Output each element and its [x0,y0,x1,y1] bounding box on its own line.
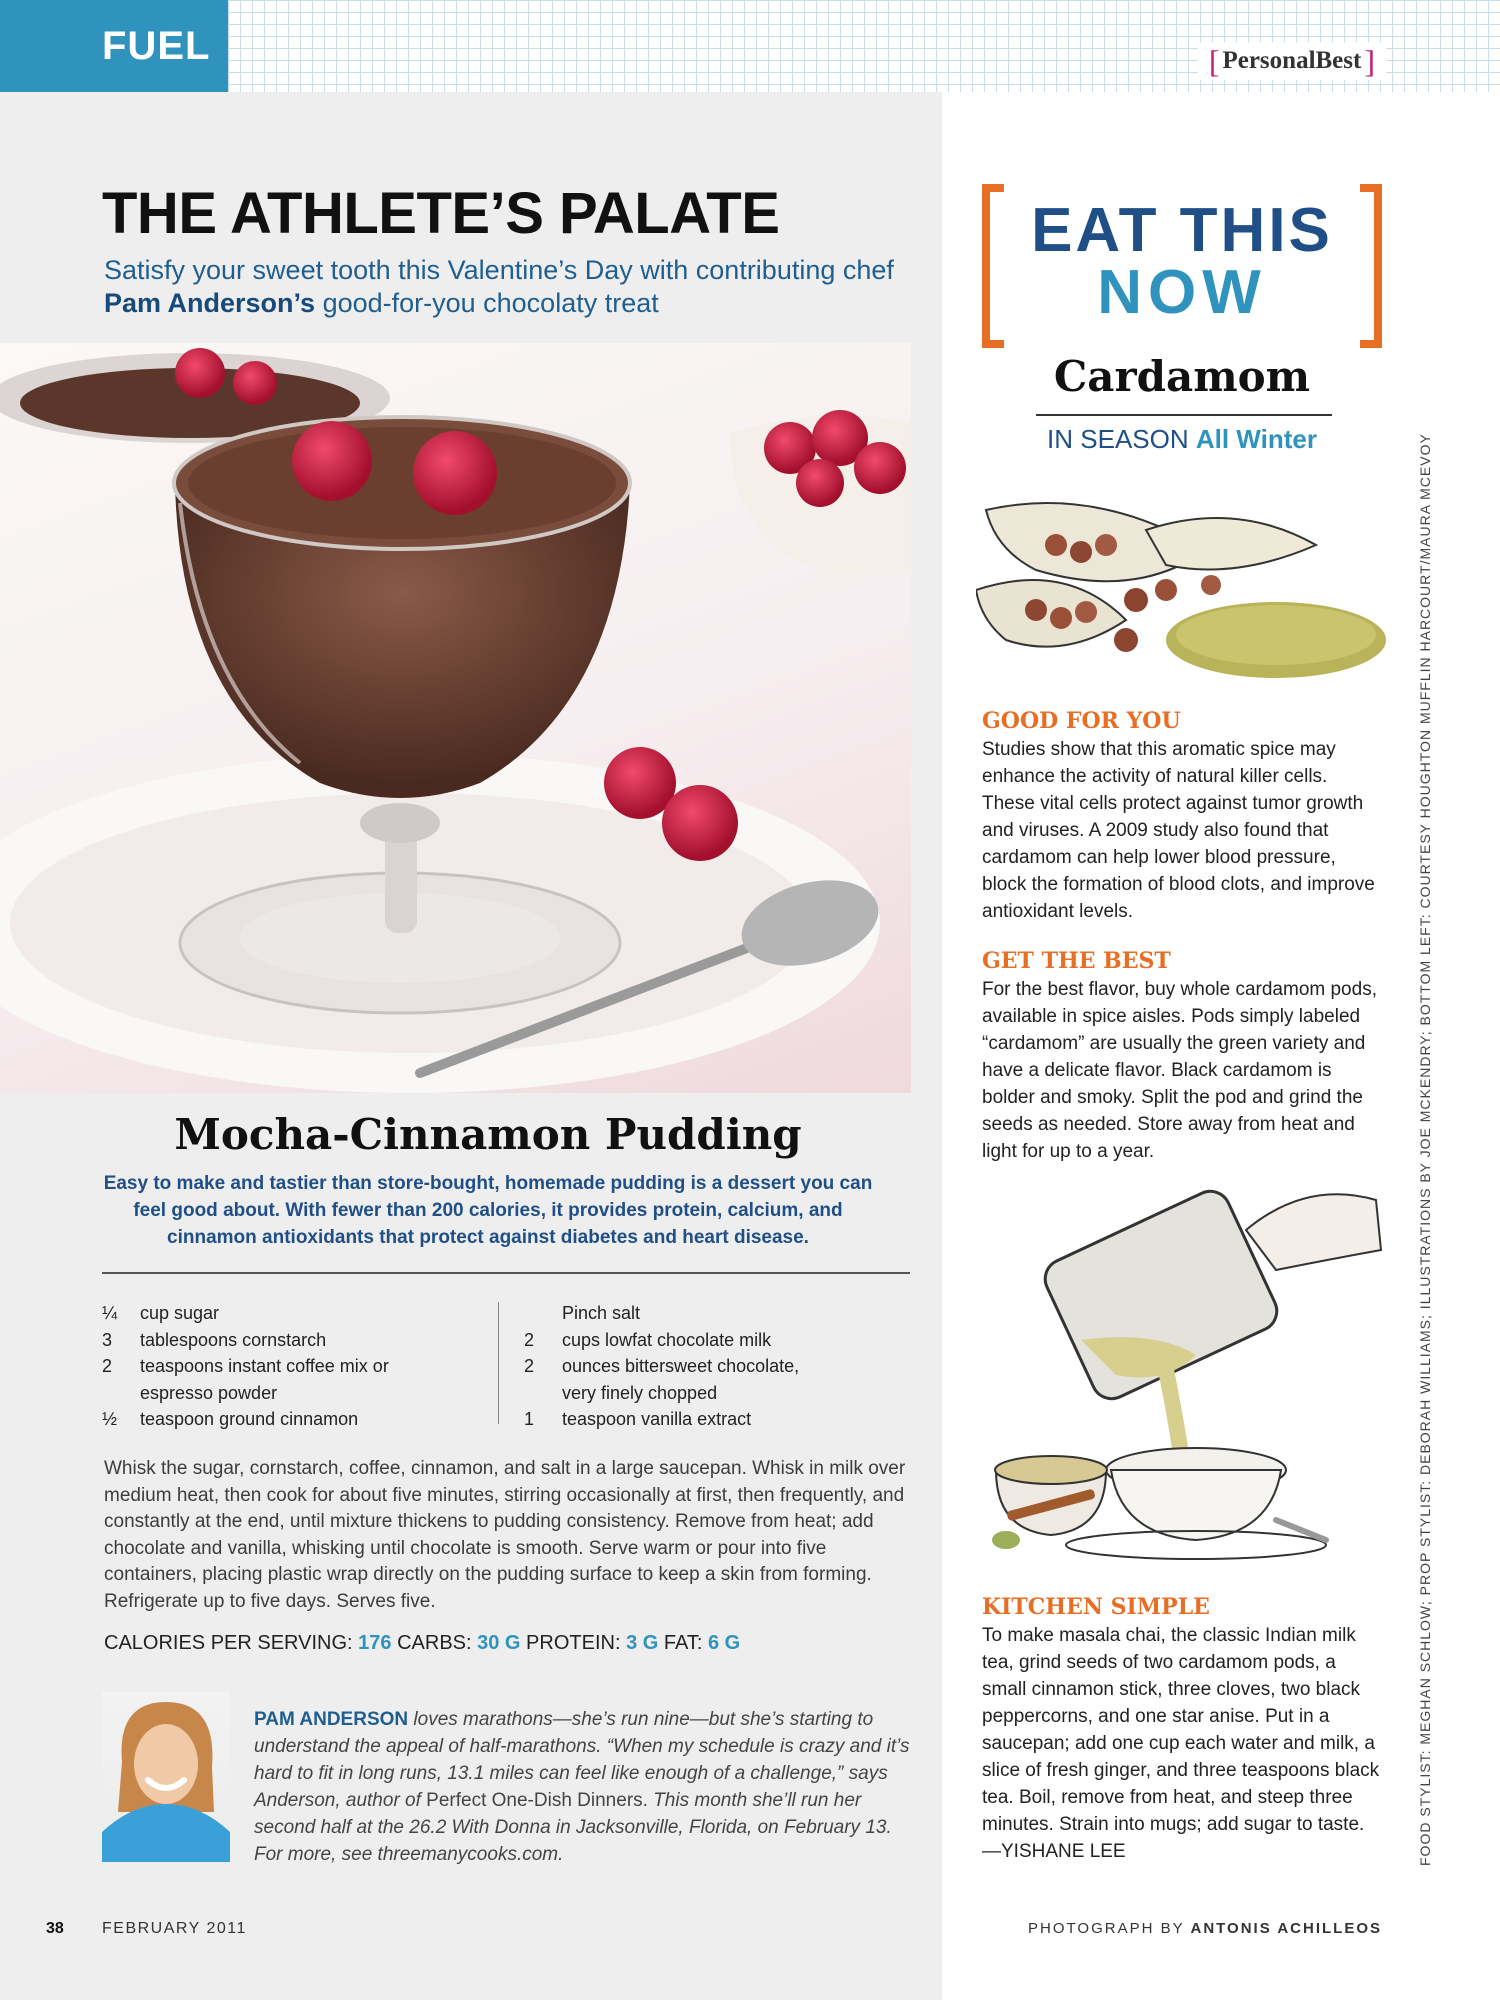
ingredient-qty: 2 [524,1356,535,1376]
section-get-the-best [982,948,1382,1165]
recipe-method: Whisk the sugar, cornstarch, coffee, cinnamon, and salt in a large saucepan. Whisk in milk over medium heat, then cook for about five minutes, stirring occasionally at first, then frequently, and constantly at the end, until mixture thickens to pudding consistency. Remove from heat; add chocolate and vanilla, whisking until chocolate is smooth. Serve warm or pour into five containers, placing plastic wrap directly on the pudding surface to keep a skin from forming. Refrigerate up to five days. Serves five. [104,1458,906,1612]
section-heading: GOOD FOR YOU [982,708,1181,734]
issue-date: FEBRUARY 2011 [102,1920,247,1937]
recipe-title: Mocha-Cinnamon Pudding [174,1110,802,1159]
ingredient-text: very finely chopped [562,1382,718,1403]
ingredient-row [524,1353,904,1380]
carbs-label: CARBS: [397,1632,472,1654]
ingredient-text: cup sugar [140,1303,220,1323]
ingredient-text: teaspoon vanilla extract [562,1409,752,1429]
ingredient-qty: ¼ [102,1303,118,1323]
brand-bracket-left: [ [1208,42,1220,79]
ingredient-qty [102,1380,140,1407]
masala-chai-illustration [976,1180,1388,1560]
section-heading: KITCHEN SIMPLE [982,1594,1210,1620]
deck-text: Satisfy your sweet tooth this Valentine’s Day with contributing chef [104,255,894,285]
ingredient-text: teaspoon ground cinnamon [140,1409,359,1429]
ingredient-row [524,1380,904,1407]
ingredient-row [524,1300,904,1327]
chef-name: Pam Anderson’s [104,288,316,318]
article-deck [104,254,924,320]
pudding-photo [0,343,911,1093]
ingredient-row [102,1406,482,1433]
spice-name: Cardamom [1053,352,1311,401]
ingredient-qty: 2 [102,1356,113,1376]
ingredient-qty: 3 [102,1329,113,1350]
chai-drawing [976,1180,1388,1560]
banner-line-2: NOW [1097,258,1267,327]
photo-credit [1028,1920,1382,1937]
brand-logo [1198,42,1386,80]
author-portrait [102,1692,230,1862]
ingredient-row [102,1300,482,1327]
divider [102,1272,910,1274]
author-name: PAM ANDERSON [254,1709,409,1730]
section-heading: GET THE BEST [982,948,1171,974]
ingredient-text: teaspoons instant coffee mix or [140,1356,389,1376]
book-title: Perfect One-Dish Dinners. [426,1790,648,1811]
pudding-illustration [0,343,911,1093]
section-good-for-you [982,708,1382,925]
carbs-value: 30 G [477,1632,521,1654]
author-photo [102,1692,230,1862]
season-label: IN SEASON [1047,424,1189,454]
section-body: Studies show that this aromatic spice may enhance the activity of natural killer cells. These vital cells protect against tumor growth and viruses. A 2009 study also found that cardamom can help lower blood pressure, block the formation of blood clots, and improve antioxidant levels. [982,739,1375,922]
protein-value: 3 G [626,1632,659,1654]
vertical-credits: FOOD STYLIST: MEGHAN SCHLOW; PROP STYLIST: DEBORAH WILLIAMS; ILLUSTRATIONS BY JOE MCKENDRY; BOTTOM LEFT: COURTESY HOUGHTON MUFFLIN HARCOURT/MAURA MCEVOY [1417,433,1433,1866]
ingredient-text: tablespoons cornstarch [140,1329,327,1350]
ingredient-row [102,1327,482,1354]
ingredient-qty: ½ [102,1409,118,1429]
article-title: THE ATHLETE’S PALATE [102,181,780,246]
brand-bracket-right: ] [1364,42,1375,79]
calories-label: CALORIES PER SERVING: [104,1632,353,1654]
season-value: All Winter [1195,424,1317,454]
ingredient-row [524,1327,904,1354]
ingredient-qty [524,1300,562,1327]
fat-label: FAT: [663,1632,703,1654]
divider [1036,414,1332,416]
ingredient-qty [524,1380,562,1407]
author-bio-text: loves marathons—she’s run nine—but she’s starting to understand the appeal of half-marathons. “When my schedule is crazy and it’s hard to fit in long runs, 13.1 miles can feel like enough of a challenge,” says Anderson, author of [254,1709,910,1811]
ingredient-text: cups lowfat chocolate milk [562,1329,772,1350]
brand-name: PersonalBest [1222,47,1362,74]
protein-label: PROTEIN: [526,1632,621,1654]
photo-credit-prefix: PHOTOGRAPH BY [1028,1920,1185,1937]
section-body: For the best flavor, buy whole cardamom pods, available in spice aisles. Pods simply labeled “cardamom” are usually the green variety and have a delicate flavor. Black cardamom is bolder and smoky. Split the pod and grind the seeds as needed. Store away from heat and light for up to a year. [982,979,1377,1162]
author-bio-text-end: This month she’ll run her second half at the 26.2 With Donna in Jacksonville, Florida, on February 13. For more, see threemanycooks.com. [254,1790,892,1865]
section-kitchen-simple [982,1594,1382,1865]
photographer-name: ANTONIS ACHILLEOS [1190,1920,1382,1937]
ingredient-text: Pinch salt [562,1303,641,1323]
ingredient-qty: 2 [524,1329,535,1350]
section-label: FUEL [0,0,228,92]
ingredient-text: espresso powder [140,1382,278,1403]
ingredient-row [102,1353,482,1380]
pods-drawing [976,490,1388,690]
author-bio [254,1706,914,1868]
calories-value: 176 [358,1632,392,1654]
ingredient-qty: 1 [524,1409,535,1429]
recipe-intro: Easy to make and tastier than store-bought, homemade pudding is a dessert you can feel good about. With fewer than 200 calories, it provides protein, calcium, and cinnamon antioxidants that protect against diabetes and heart disease. [103,1173,873,1248]
ingredient-text: ounces bittersweet chocolate, [562,1356,800,1376]
ingredients-right [524,1300,904,1433]
page-number: 38 [46,1920,64,1937]
ingredient-row [524,1406,904,1433]
column-divider [498,1302,499,1424]
fat-value: 6 G [707,1632,741,1654]
banner-line-1: EAT THIS [1031,196,1333,265]
section-body: To make masala chai, the classic Indian milk tea, grind seeds of two cardamom pods, a small cinnamon stick, three cloves, two black peppercorns, and one star anise. Put in a saucepan; add one cup each water and milk, a slice of fresh ginger, and three teaspoons black tea. Boil, remove from heat, and steep three minutes. Strain into mugs; add sugar to taste. —YISHANE LEE [982,1625,1380,1862]
cardamom-pods-illustration [976,490,1388,690]
deck-text-end: good-for-you chocolaty treat [315,288,659,318]
ingredient-row [102,1380,482,1407]
ingredients-left [102,1300,482,1433]
season-line [980,424,1384,455]
nutrition-line [104,1632,910,1655]
